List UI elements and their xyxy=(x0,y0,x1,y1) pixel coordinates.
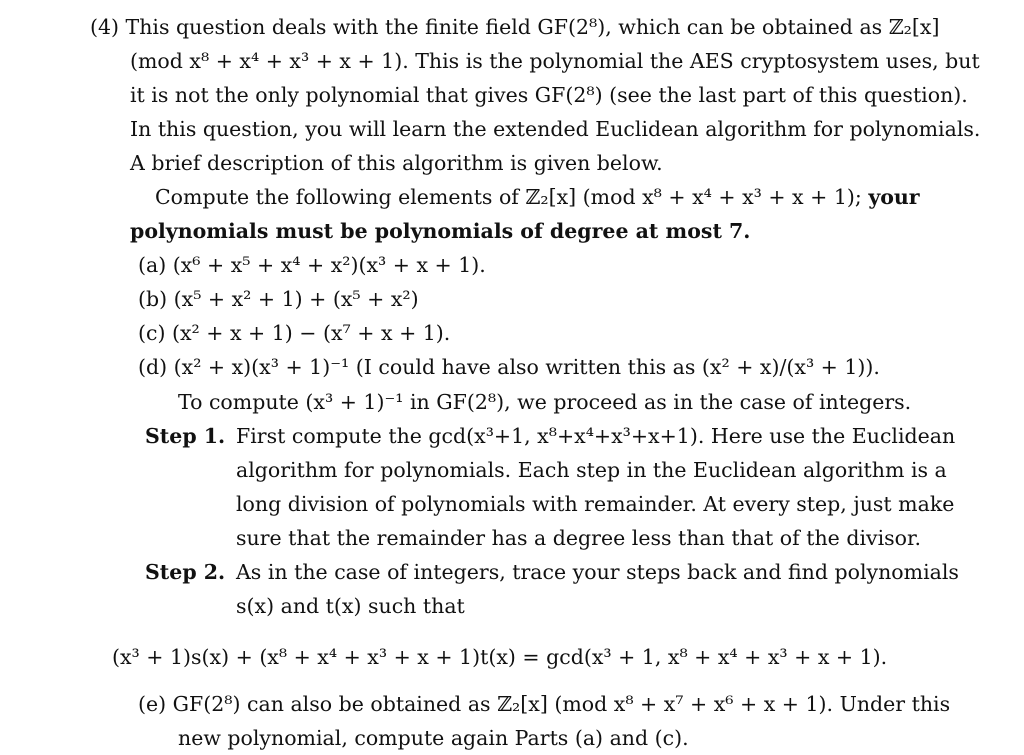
part-c: (c) (x² + x + 1) − (x⁷ + x + 1). xyxy=(138,321,451,345)
step1-line-1: First compute the gcd(x³+1, x⁸+x⁴+x³+x+1). Here use the Euclidean xyxy=(236,424,956,448)
part-a: (a) (x⁶ + x⁵ + x⁴ + x²)(x³ + x + 1). xyxy=(138,253,486,277)
compute-bold-tail: your xyxy=(868,185,920,209)
bezout-equation: (x³ + 1)s(x) + (x⁸ + x⁴ + x³ + x + 1)t(x) = gcd(x³ + 1, x⁸ + x⁴ + x³ + x + 1). xyxy=(112,645,888,669)
intro-line-2: (mod x⁸ + x⁴ + x³ + x + 1). This is the polynomial the AES cryptosystem uses, but xyxy=(130,49,980,73)
step1-line-4: sure that the remainder has a degree less than that of the divisor. xyxy=(236,526,922,550)
step2-line-2: s(x) and t(x) such that xyxy=(236,594,465,618)
intro-line-1: (4) This question deals with the finite field GF(2⁸), which can be obtained as ℤ₂[x] xyxy=(90,15,940,39)
degree-requirement: polynomials must be polynomials of degree at most 7. xyxy=(130,219,751,243)
step1-line-2: algorithm for polynomials. Each step in the Euclidean algorithm is a xyxy=(236,458,947,482)
intro-line-5: A brief description of this algorithm is given below. xyxy=(130,151,663,175)
step1-label: Step 1. xyxy=(145,424,226,448)
part-e-line-1: (e) GF(2⁸) can also be obtained as ℤ₂[x] (mod x⁸ + x⁷ + x⁶ + x + 1). Under this xyxy=(138,692,951,716)
to-compute-line: To compute (x³ + 1)⁻¹ in GF(2⁸), we proceed as in the case of integers. xyxy=(178,390,912,414)
compute-line xyxy=(155,180,920,214)
part-d: (d) (x² + x)(x³ + 1)⁻¹ (I could have also written this as (x² + x)/(x³ + 1)). xyxy=(138,355,880,379)
intro-line-4: In this question, you will learn the extended Euclidean algorithm for polynomials. xyxy=(130,117,981,141)
part-e-line-2: new polynomial, compute again Parts (a) and (c). xyxy=(178,726,689,750)
step2-label: Step 2. xyxy=(145,560,226,584)
part-b: (b) (x⁵ + x² + 1) + (x⁵ + x²) xyxy=(138,287,419,311)
step1-line-3: long division of polynomials with remainder. At every step, just make xyxy=(236,492,955,516)
intro-line-3: it is not the only polynomial that gives GF(2⁸) (see the last part of this question). xyxy=(130,83,968,107)
step2-line-1: As in the case of integers, trace your steps back and find polynomials xyxy=(236,560,959,584)
compute-text: Compute the following elements of ℤ₂[x] (mod x⁸ + x⁴ + x³ + x + 1); xyxy=(155,185,862,209)
